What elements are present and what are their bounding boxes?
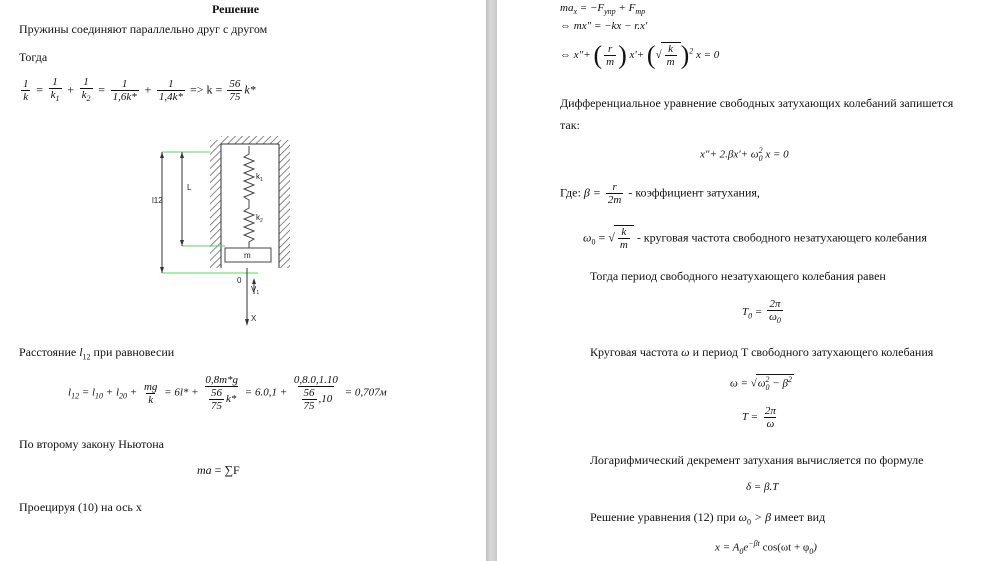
- solution-title: Решение: [212, 2, 260, 16]
- equation-solution: $x = A_0e^{-\beta t}$ $\cos(\omega t + \varphi_0)$: [715, 539, 817, 556]
- v1-label: $V_1$: [251, 285, 260, 296]
- paragraph-newton: По второму закону Ньютона: [19, 437, 164, 451]
- paragraph-distance: Расстояние $l_{12}$ при равновесии: [19, 345, 175, 362]
- mass-label: m: [244, 251, 251, 260]
- left-wall: [210, 140, 221, 268]
- equation-log-decrement: δ = β.T: [746, 481, 779, 493]
- L-label: L: [187, 183, 192, 192]
- equation-newton: ma = ∑F: [197, 463, 240, 477]
- spring-system-figure: [140, 132, 310, 332]
- paragraph-damped-frequency: Круговая частота ω и период T свободного затухающего колебания: [590, 345, 934, 359]
- page-gutter: [486, 0, 497, 561]
- equation-damped-period: T = $\frac{2\pi}{\omega}$: [742, 405, 776, 430]
- paragraph-solution: Решение уравнения (12) при $\omega_0 > \beta$ имеет вид: [590, 510, 826, 527]
- l12-label: l12: [152, 196, 163, 205]
- equation-normalized: ⇔ x"+ ( $\frac{r}{m}$ ) x'+ (√ $\frac{k}{m}$ )$^2$ x = 0: [560, 40, 720, 70]
- equation-equilibrium-distance: $l_{12} = l_{10} + l_{20}$ + $\frac{mg}{k}$ = 6l* + 0,8m*g $\frac{56}{75}$ k* = 6.0,1 + 0,8.0,1.10 $\frac{56}{75}$ ,10 = 0,707м: [68, 374, 387, 412]
- left-page: [0, 0, 486, 561]
- x-axis-label: X: [251, 314, 257, 323]
- equation-damped-frequency: $\omega = √\omega_0^2 - \beta^2$: [730, 375, 792, 392]
- paragraph-springs: Пружины соединяют параллельно друг с другом: [19, 22, 268, 36]
- paragraph-projecting: Проецируя (10) на ось x: [19, 500, 142, 514]
- right-page: [497, 0, 1000, 561]
- paragraph-log-decrement: Логарифмический декремент затухания вычисляется по формуле: [590, 453, 924, 467]
- paragraph-natural-frequency: $\omega_0$ = √ $\frac{k}{m}$ - круговая частота свободного незатухающего колебания: [583, 226, 927, 251]
- k1-label: $k_1$: [256, 172, 263, 183]
- paragraph-diff-eq-cont: так:: [560, 118, 580, 132]
- paragraph-then: Тогда: [19, 50, 48, 64]
- equation-projection: $ma_x = -F_{упр} + F_{тр}$: [560, 2, 646, 17]
- equation-spring-constant: $\frac{1}{k}$ = $\frac{1}{k_1}$ + $\frac{1}{k_2}$ = $\frac{1}{1,6k*}$ + $\frac{1}{1,4k*}$ => k = $\frac{56}{75}$ k*: [23, 76, 256, 104]
- k2-label: $k_2$: [256, 213, 263, 224]
- right-wall: [279, 140, 290, 268]
- ceiling: [221, 136, 279, 144]
- equation-period-undamped: $T_0$ = $\frac{2\pi}{\omega_0}$: [742, 298, 781, 326]
- equation-damped: x"+ $2.\beta x'+ \omega_0^2$ x = 0: [700, 146, 789, 163]
- equation-motion: ⇔ mx" = −kx − r.x': [560, 20, 648, 32]
- spring: [244, 146, 254, 248]
- paragraph-diff-eq: Дифференциальное уравнение свободных затухающих колебаний запишется: [560, 96, 954, 110]
- origin-label: 0: [237, 276, 242, 285]
- paragraph-damping-coefficient: Где: β = $\frac{r}{2m}$ - коэффициент затухания,: [560, 181, 760, 206]
- paragraph-period-undamped: Тогда период свободного незатухающего колебания равен: [590, 269, 886, 283]
